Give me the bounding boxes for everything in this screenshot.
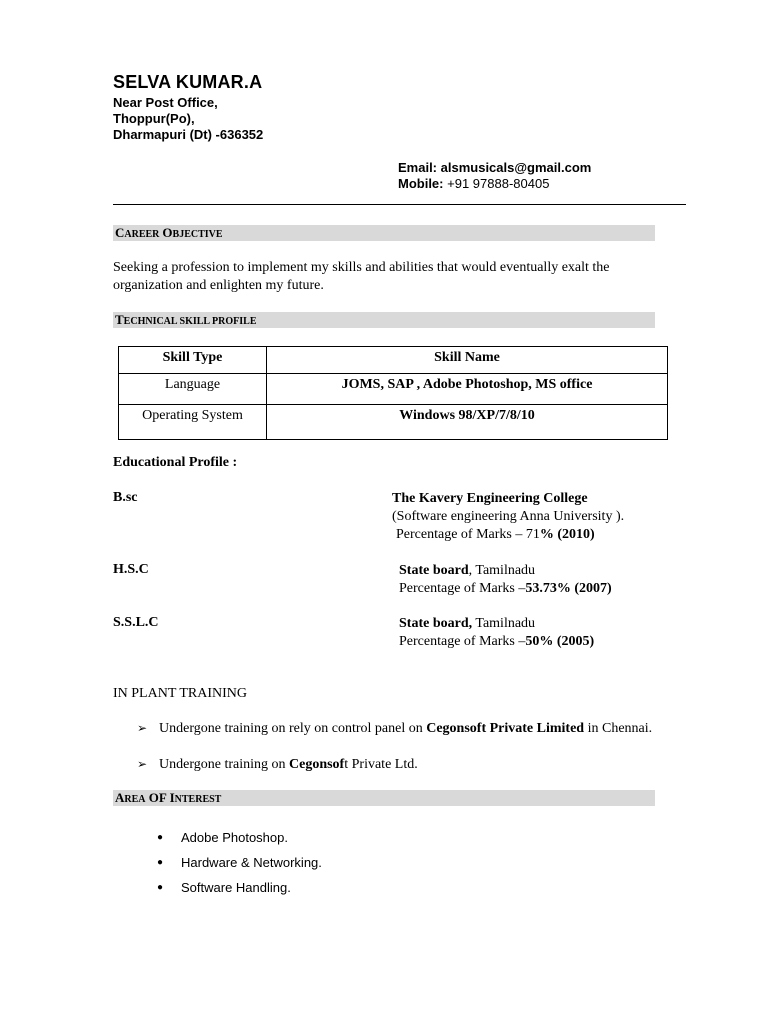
address-line-3: Dharmapuri (Dt) -636352 [113,127,264,142]
interest-item: Hardware & Networking. [181,855,322,870]
degree-hsc: H.S.C [113,562,149,577]
table-row [119,374,668,405]
institution-name: The Kavery Engineering College [392,491,588,506]
skill-type-cell: Language [119,374,267,405]
training-heading: IN PLANT TRAINING [113,686,248,701]
board-name: State board, [399,616,473,631]
training-item: Undergone training on Cegonsoft Private Ltd. [159,757,418,772]
bullet-dot-icon: ● [157,857,164,868]
marks-line: Percentage of Marks –53.73% (2007) [399,581,612,596]
skill-type-cell: Operating System [119,405,267,440]
mobile-label: Mobile: [398,176,444,191]
address-line-1: Near Post Office, [113,95,218,110]
career-objective-text: Seeking a profession to implement my skills and abilities that would eventually exalt the organization and enlighten my future. [113,260,610,293]
skills-table [118,346,668,440]
arrow-bullet-icon: ➢ [137,757,148,771]
education-heading: Educational Profile : [113,455,238,470]
degree-bsc: B.sc [113,490,138,505]
email-line [398,160,591,175]
area-of-interest-heading: AREA OF INTEREST [113,790,655,806]
mobile-line [398,176,549,191]
marks-line: Percentage of Marks – 71% (2010) [396,527,595,542]
email-value: alsmusicals@gmail.com [440,160,592,175]
marks-line: Percentage of Marks –50% (2005) [399,634,595,649]
candidate-name: SELVA KUMAR.A [113,72,263,92]
interest-item: Adobe Photoshop. [181,830,288,845]
board-name: State board [399,563,469,578]
degree-sslc: S.S.L.C [113,615,159,630]
education-entry-bsc [392,490,624,544]
address-line-2: Thoppur(Po), [113,111,195,126]
email-label: Email: [398,160,438,175]
column-header-skill-type: Skill Type [119,347,267,374]
institution-detail: (Software engineering Anna University ). [392,509,625,524]
bullet-dot-icon: ● [157,882,164,893]
skill-name-cell: Windows 98/XP/7/8/10 [267,405,668,440]
education-entry-hsc: State board, Tamilnadu Percentage of Marks –53.73% (2007) [399,563,612,596]
column-header-skill-name: Skill Name [267,347,668,374]
mobile-value: +91 97888-80405 [447,176,550,191]
table-header-row [119,347,668,374]
technical-skill-heading: TECHNICAL SKILL PROFILE [113,312,655,328]
training-item: Undergone training on rely on control panel on Cegonsoft Private Limited in Chennai. [159,721,653,736]
skill-name-cell: JOMS, SAP , Adobe Photoshop, MS office [267,374,668,405]
header-divider [113,204,686,205]
bullet-dot-icon: ● [157,832,164,843]
interest-item: Software Handling. [181,880,291,895]
education-entry-sslc: State board, Tamilnadu Percentage of Marks –50% (2005) [399,616,595,649]
table-row [119,405,668,440]
arrow-bullet-icon: ➢ [137,721,148,735]
career-objective-heading: CAREER OBJECTIVE [113,225,655,241]
